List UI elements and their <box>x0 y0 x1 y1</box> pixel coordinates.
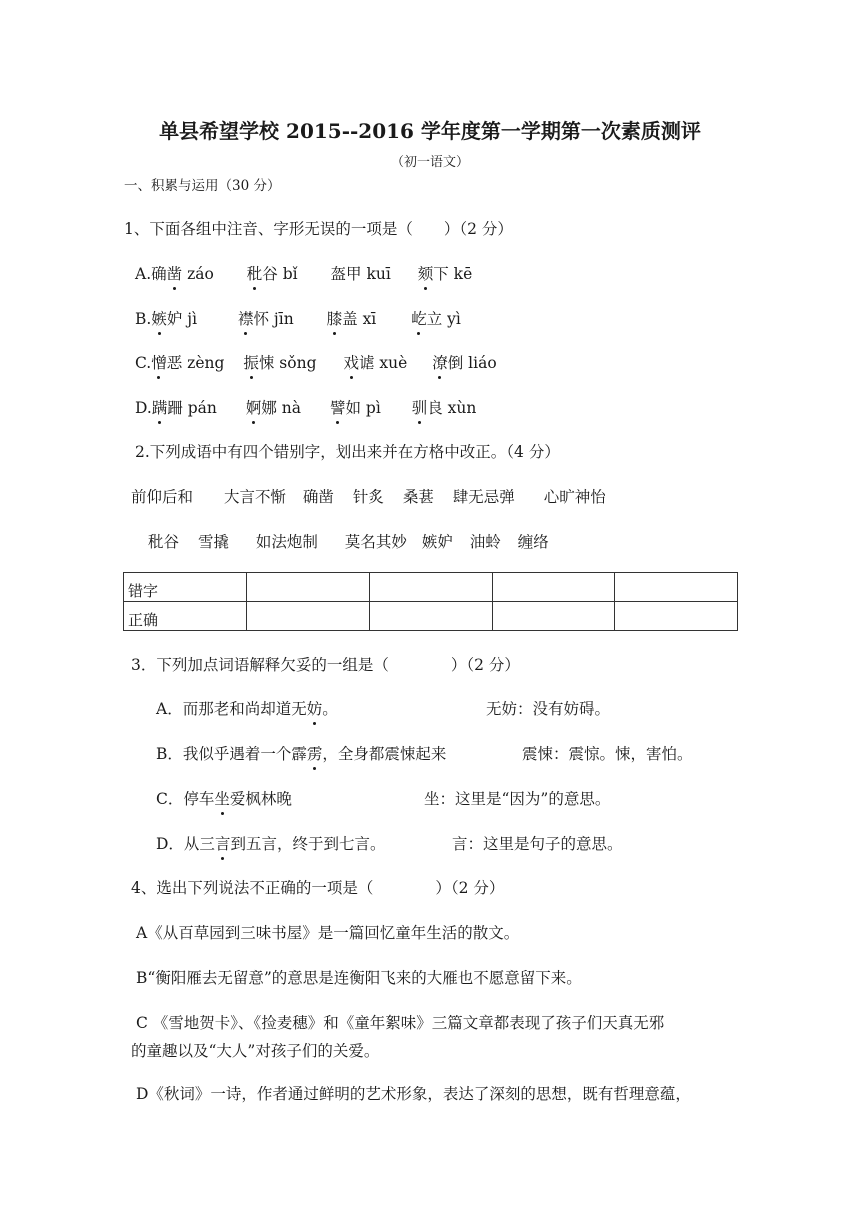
answer-cell[interactable] <box>247 573 370 602</box>
q2-stem: 2.下列成语中有四个错别字，划出来并在方格中改正。（4 分） <box>135 443 560 461</box>
table-row <box>124 573 738 602</box>
q4-option-b: B“衡阳雁去无留意”的意思是连衡阳飞来的大雁也不愿意留下来。 <box>136 969 582 987</box>
q1-option-d: D.蹒跚 pán 婀娜 nà 譬如 pì 驯良 xùn <box>135 399 477 417</box>
q3-explain-c: 坐：这里是“因为”的意思。 <box>424 790 611 808</box>
correct-char-label: 正确 <box>124 602 247 631</box>
q1-option-b: B.嫉妒 jì 襟怀 jīn 膝盖 xī 屹立 yì <box>135 310 461 328</box>
q4-option-c-line-2: 的童趣以及“大人”对孩子们的关爱。 <box>131 1042 380 1060</box>
answer-cell[interactable] <box>615 573 738 602</box>
correction-table <box>123 572 738 631</box>
q4-stem: 4、选出下列说法不正确的一项是（ ）（2 分） <box>131 879 505 897</box>
q1-stem: 1、下面各组中注音、字形无误的一项是（ ）（2 分） <box>124 220 513 238</box>
answer-cell[interactable] <box>615 602 738 631</box>
q3-explain-b: 震悚：震惊。悚，害怕。 <box>522 745 693 763</box>
answer-cell[interactable] <box>369 573 492 602</box>
answer-cell[interactable] <box>247 602 370 631</box>
wrong-char-label: 错字 <box>124 573 247 602</box>
q4-option-a: A《从百草园到三味书屋》是一篇回忆童年生活的散文。 <box>136 924 520 942</box>
q3-explain-a: 无妨：没有妨碍。 <box>486 700 611 718</box>
q2-idiom-line-2: 秕谷 雪撬 如法炮制 莫名其妙 嫉妒 油蛉 缠络 <box>148 533 549 551</box>
answer-cell[interactable] <box>492 602 615 631</box>
exam-subtitle: （初一语文） <box>390 155 469 170</box>
q3-item-d: D．从三言到五言，终于到七言。 <box>156 835 386 853</box>
section-heading: 一、积累与运用（30 分） <box>124 178 281 194</box>
answer-cell[interactable] <box>492 573 615 602</box>
q3-item-b: B．我似乎遇着一个霹雳，全身都震悚起来 <box>156 745 447 763</box>
q4-option-d: D《秋词》一诗，作者通过鲜明的艺术形象，表达了深刻的思想，既有哲理意蕴， <box>136 1085 691 1103</box>
q1-option-c: C.憎恶 zèng 振悚 sǒng 戏谑 xuè 潦倒 liáo <box>135 354 497 372</box>
q1-option-a: A.确凿 záo 秕谷 bǐ 盔甲 kuī 颏下 kē <box>135 265 473 283</box>
q3-stem: 3．下列加点词语解释欠妥的一组是（ ）（2 分） <box>131 656 520 674</box>
q3-explain-d: 言：这里是句子的意思。 <box>452 835 623 853</box>
answer-cell[interactable] <box>369 602 492 631</box>
q2-idiom-line-1: 前仰后和 大言不惭 确凿 针炙 桑葚 肆无忌弹 心旷神怡 <box>131 488 606 506</box>
table-row <box>124 602 738 631</box>
q4-option-c-line-1: C 《雪地贺卡》、《捡麦穗》和《童年絮味》三篇文章都表现了孩子们天真无邪 <box>136 1014 665 1032</box>
exam-title: 单县希望学校 2015--2016 学年度第一学期第一次素质测评 <box>159 119 701 143</box>
q3-item-a: A．而那老和尚却道无妨。 <box>156 700 338 718</box>
q3-item-c: C．停车坐爱枫林晚 <box>156 790 292 808</box>
